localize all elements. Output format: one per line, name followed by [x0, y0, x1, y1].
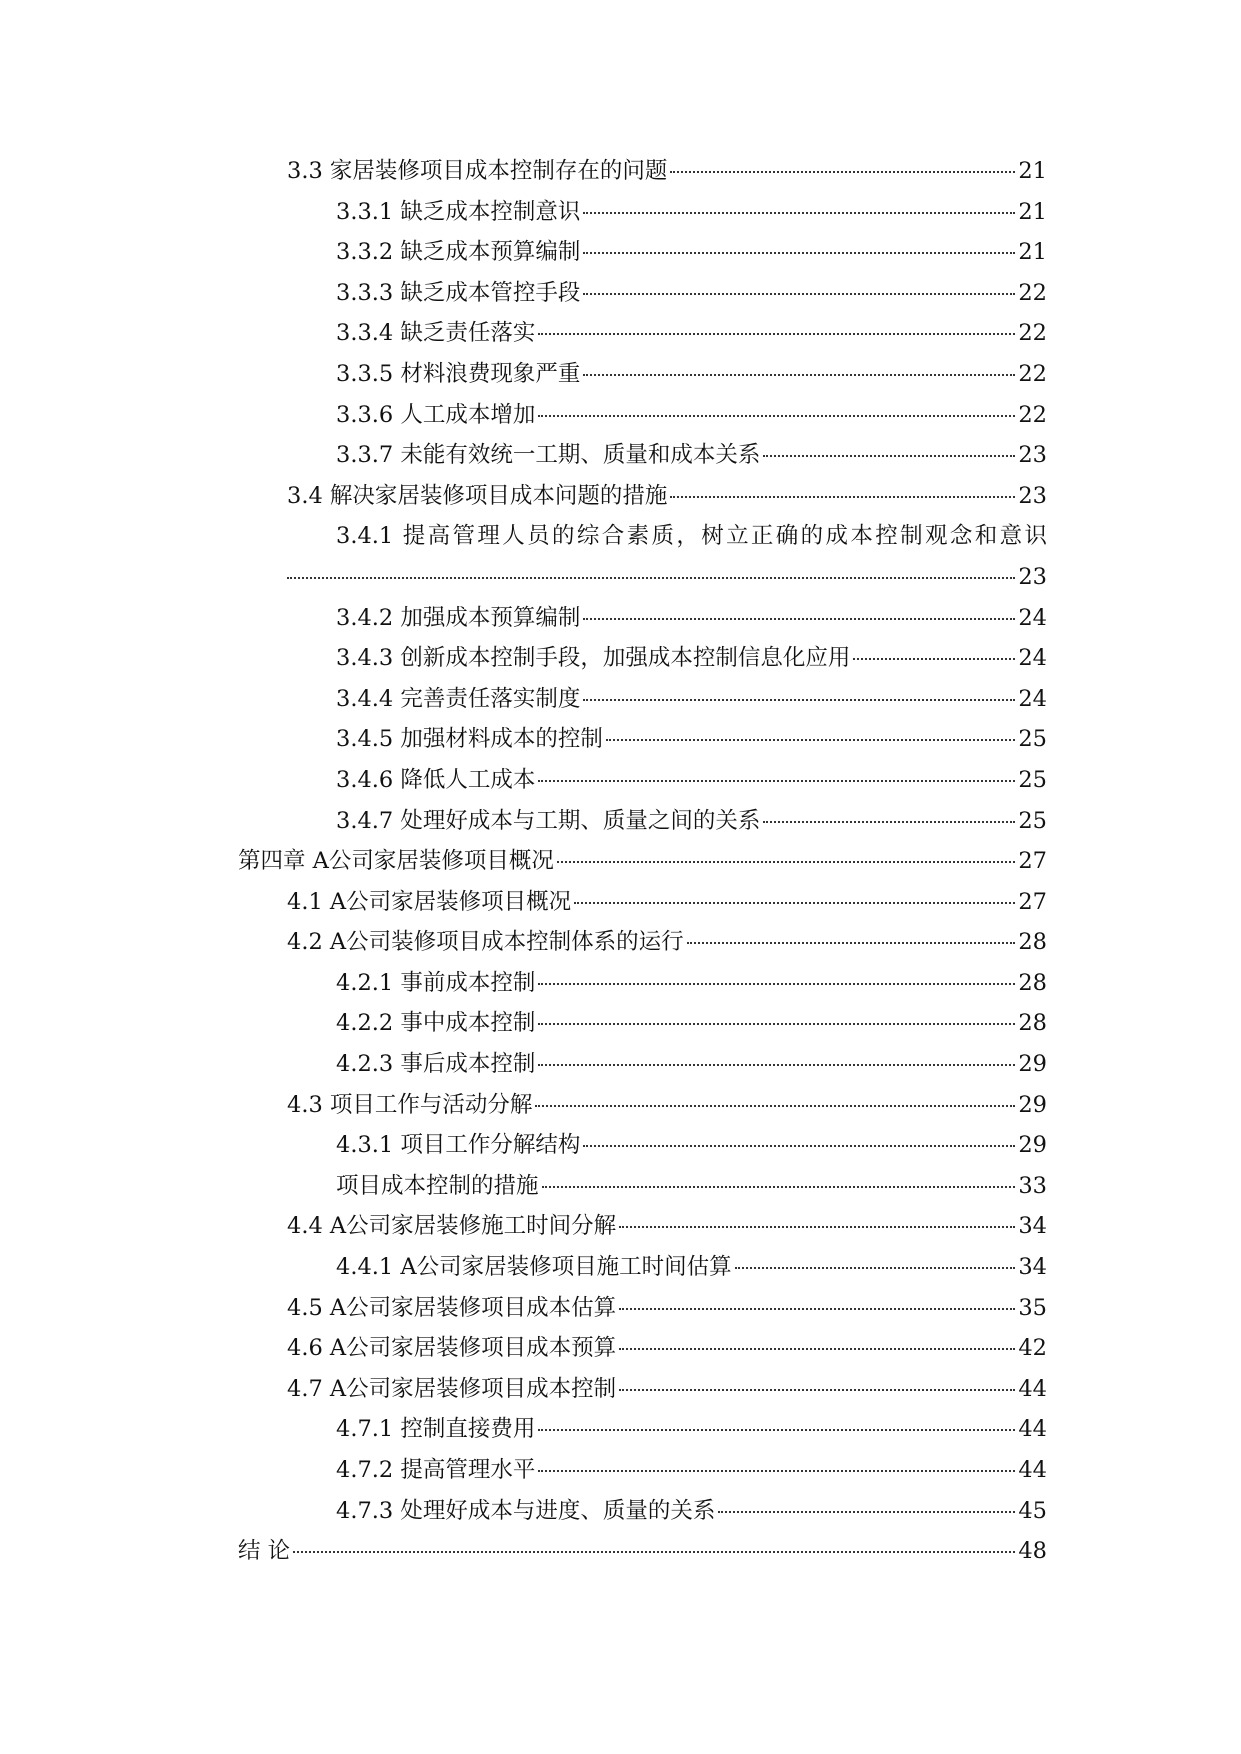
toc-entry-line	[336, 1450, 1047, 1491]
toc-entry-line	[287, 1369, 1047, 1410]
toc-entry[interactable]	[0, 516, 1241, 597]
toc-entry[interactable]	[0, 1328, 1241, 1369]
toc-entry[interactable]	[0, 395, 1241, 436]
toc-entry-page-number: 44	[1018, 1375, 1047, 1402]
toc-entry-title: 4.1 A公司家居装修项目概况	[287, 888, 572, 915]
toc-entry-title: 3.3.6 人工成本增加	[336, 401, 536, 428]
toc-dot-leader	[670, 171, 1015, 173]
toc-entry-title: 4.6 A公司家居装修项目成本预算	[287, 1335, 617, 1362]
toc-entry-page-number: 23	[1018, 482, 1047, 509]
toc-entry-title: 3.3.1 缺乏成本控制意识	[336, 198, 581, 225]
toc-entry-title: 4.2.3 事后成本控制	[336, 1051, 536, 1078]
toc-entry[interactable]	[0, 1125, 1241, 1166]
toc-entry-page-number: 28	[1018, 929, 1047, 956]
toc-entry-page-number: 25	[1018, 726, 1047, 753]
toc-entry-title: 4.2.1 事前成本控制	[336, 969, 536, 996]
toc-entry[interactable]	[0, 1409, 1241, 1450]
toc-entry-page-number: 23	[1018, 442, 1047, 469]
toc-entry-page-number: 22	[1018, 320, 1047, 347]
toc-entry-title: 3.4.2 加强成本预算编制	[336, 604, 581, 631]
toc-dot-leader	[619, 1226, 1015, 1228]
toc-dot-leader	[853, 658, 1015, 660]
toc-dot-leader	[583, 252, 1015, 254]
toc-entry-title: 3.4 解决家居装修项目成本问题的措施	[287, 482, 668, 509]
toc-entry-line	[287, 1085, 1047, 1126]
toc-entry-page-number: 25	[1018, 766, 1047, 793]
toc-dot-leader	[538, 983, 1015, 985]
toc-entry-page-number: 25	[1018, 807, 1047, 834]
toc-dot-leader	[538, 780, 1015, 782]
toc-entry[interactable]	[0, 1450, 1241, 1491]
toc-entry-title: 第四章 A公司家居装修项目概况	[238, 848, 554, 875]
toc-entry-page-number: 34	[1018, 1254, 1047, 1281]
toc-entry-page-number: 21	[1018, 198, 1047, 225]
toc-entry-page-number: 44	[1018, 1457, 1047, 1483]
toc-entry-page-number: 24	[1018, 685, 1047, 712]
toc-entry-page-number: 42	[1018, 1335, 1047, 1362]
toc-entry-line	[336, 1166, 1047, 1207]
toc-entry[interactable]	[0, 435, 1241, 476]
toc-entry-page-number: 21	[1018, 158, 1047, 184]
toc-entry[interactable]	[0, 232, 1241, 273]
toc-dot-leader	[557, 861, 1015, 863]
toc-entry[interactable]	[0, 313, 1241, 354]
toc-entry[interactable]	[0, 1206, 1241, 1247]
toc-entry-title: 4.4.1 A公司家居装修项目施工时间估算	[336, 1254, 732, 1281]
toc-entry-title: 3.3.5 材料浪费现象严重	[336, 360, 581, 387]
toc-entry[interactable]	[0, 1288, 1241, 1329]
toc-entry-title: 4.2 A公司装修项目成本控制体系的运行	[287, 929, 684, 956]
toc-entry-title: 4.3.1 项目工作分解结构	[336, 1132, 581, 1159]
toc-entry-line	[336, 638, 1047, 679]
toc-entry[interactable]	[0, 1247, 1241, 1288]
toc-entry[interactable]	[0, 638, 1241, 679]
toc-dot-leader	[538, 1023, 1015, 1025]
toc-entry-title: 3.3.3 缺乏成本管控手段	[336, 279, 581, 306]
toc-entry[interactable]	[0, 354, 1241, 395]
toc-entry-line	[336, 801, 1047, 842]
toc-entry-line	[336, 1044, 1047, 1085]
toc-entry-line	[238, 841, 1047, 882]
toc-entry-line	[336, 1125, 1047, 1166]
toc-entry-line	[336, 679, 1047, 720]
toc-dot-leader	[583, 699, 1015, 701]
toc-entry-title: 3.3.2 缺乏成本预算编制	[336, 239, 581, 266]
toc-entry-line	[287, 476, 1047, 517]
toc-entry-page-number: 28	[1018, 1010, 1047, 1037]
toc-entry[interactable]	[0, 1369, 1241, 1410]
toc-entry-line	[287, 882, 1047, 923]
toc-entry[interactable]	[0, 192, 1241, 233]
toc-entry-page-number: 35	[1018, 1294, 1047, 1321]
toc-entry[interactable]	[0, 882, 1241, 923]
toc-entry-line	[336, 395, 1047, 436]
toc-entry-page-number: 29	[1018, 1091, 1047, 1118]
toc-dot-leader	[538, 415, 1015, 417]
toc-entry-title: 3.4.7 处理好成本与工期、质量之间的关系	[336, 807, 761, 834]
toc-entry-title: 3.3 家居装修项目成本控制存在的问题	[287, 158, 668, 184]
toc-entry[interactable]	[0, 801, 1241, 842]
toc-entry-page-number: 24	[1018, 645, 1047, 672]
toc-entry-title: 4.7.3 处理好成本与进度、质量的关系	[336, 1497, 716, 1524]
toc-dot-leader	[583, 1145, 1015, 1147]
toc-entry-title: 项目成本控制的措施	[336, 1172, 539, 1199]
toc-entry-line	[287, 557, 1047, 598]
toc-entry-line	[287, 1288, 1047, 1329]
toc-entry-title: 3.4.6 降低人工成本	[336, 766, 536, 793]
toc-dot-leader	[619, 1308, 1015, 1310]
toc-entry-line	[336, 435, 1047, 476]
toc-entry[interactable]	[0, 679, 1241, 720]
toc-entry-page-number: 29	[1018, 1051, 1047, 1078]
toc-entry-title: 4.7 A公司家居装修项目成本控制	[287, 1375, 617, 1402]
toc-entry-page-number: 28	[1018, 969, 1047, 996]
toc-entry[interactable]	[0, 273, 1241, 314]
toc-entry[interactable]	[0, 1166, 1241, 1207]
toc-dot-leader	[718, 1511, 1015, 1513]
toc-dot-leader	[583, 374, 1015, 376]
toc-entry-line	[336, 719, 1047, 760]
toc-entry-title: 3.4.4 完善责任落实制度	[336, 685, 581, 712]
toc-entry-page-number: 34	[1018, 1213, 1047, 1240]
toc-entry-page-number: 33	[1018, 1172, 1047, 1199]
toc-dot-leader	[538, 1470, 1015, 1472]
toc-entry-page-number: 44	[1018, 1416, 1047, 1443]
toc-entry-title: 4.5 A公司家居装修项目成本估算	[287, 1294, 617, 1321]
toc-entry[interactable]	[0, 1491, 1241, 1532]
toc-dot-leader	[583, 618, 1015, 620]
toc-entry-line	[336, 273, 1047, 314]
toc-entry-page-number: 27	[1018, 888, 1047, 915]
toc-entry-page-number: 27	[1018, 848, 1047, 875]
toc-entry-title: 4.7.2 提高管理水平	[336, 1457, 536, 1483]
toc-entry-line	[336, 1491, 1047, 1532]
toc-dot-leader	[619, 1348, 1015, 1350]
toc-entry-line	[238, 1531, 1047, 1572]
toc-dot-leader	[538, 333, 1015, 335]
toc-entry-title: 4.4 A公司家居装修施工时间分解	[287, 1213, 617, 1240]
toc-entry-title: 3.4.1 提高管理人员的综合素质，树立正确的成本控制观念和意识	[336, 523, 1047, 550]
toc-entry[interactable]	[0, 151, 1241, 192]
toc-entry-line	[336, 1409, 1047, 1450]
toc-entry-page-number: 45	[1018, 1497, 1047, 1524]
toc-entry-title: 3.3.7 未能有效统一工期、质量和成本关系	[336, 442, 761, 469]
toc-entry-page-number: 24	[1018, 604, 1047, 631]
toc-entry-line	[336, 1003, 1047, 1044]
toc-dot-leader	[670, 496, 1015, 498]
toc-entry[interactable]	[0, 719, 1241, 760]
toc-entry-title: 3.4.5 加强材料成本的控制	[336, 726, 603, 753]
toc-entry-title: 4.7.1 控制直接费用	[336, 1416, 536, 1443]
toc-entry[interactable]	[0, 1003, 1241, 1044]
toc-entry-page-number: 22	[1018, 279, 1047, 306]
toc-entry[interactable]	[0, 963, 1241, 1004]
toc-entry-line	[336, 192, 1047, 233]
toc-dot-leader	[619, 1389, 1015, 1391]
toc-entry[interactable]	[0, 841, 1241, 882]
toc-entry-line	[287, 922, 1047, 963]
toc-dot-leader	[538, 1429, 1015, 1431]
toc-dot-leader	[583, 293, 1015, 295]
toc-entry-line	[336, 963, 1047, 1004]
toc-entry-line	[287, 1328, 1047, 1369]
toc-entry-page-number: 23	[1018, 563, 1047, 590]
toc-entry[interactable]	[0, 598, 1241, 639]
toc-entry[interactable]	[0, 1085, 1241, 1126]
toc-entry-page-number: 21	[1018, 239, 1047, 266]
toc-entry-page-number: 22	[1018, 360, 1047, 387]
toc-dot-leader	[574, 902, 1015, 904]
toc-dot-leader	[583, 212, 1015, 214]
toc-entry-title: 4.3 项目工作与活动分解	[287, 1091, 533, 1118]
toc-entry-page-number: 22	[1018, 401, 1047, 428]
toc-entry-line	[336, 354, 1047, 395]
toc-entry-title: 3.3.4 缺乏责任落实	[336, 320, 536, 347]
toc-entry-line	[336, 1247, 1047, 1288]
toc-dot-leader	[542, 1186, 1016, 1188]
toc-entry-line	[336, 232, 1047, 273]
toc-entry[interactable]	[0, 760, 1241, 801]
toc-dot-leader	[763, 821, 1015, 823]
toc-entry-line	[336, 313, 1047, 354]
toc-entry[interactable]	[0, 922, 1241, 963]
toc-dot-leader	[606, 739, 1015, 741]
toc-dot-leader	[687, 942, 1016, 944]
toc-dot-leader	[763, 455, 1015, 457]
toc-entry-title: 4.2.2 事中成本控制	[336, 1010, 536, 1037]
toc-dot-leader	[735, 1267, 1016, 1269]
toc-dot-leader	[287, 577, 1015, 579]
toc-entry-line	[287, 1206, 1047, 1247]
toc-entry-line	[287, 151, 1047, 192]
table-of-contents	[0, 151, 1241, 1572]
toc-entry-page-number: 29	[1018, 1132, 1047, 1159]
toc-dot-leader	[293, 1551, 1015, 1553]
toc-entry[interactable]	[0, 476, 1241, 517]
toc-entry-line	[336, 598, 1047, 639]
toc-entry[interactable]	[0, 1044, 1241, 1085]
toc-entry-title: 3.4.3 创新成本控制手段，加强成本控制信息化应用	[336, 645, 851, 672]
toc-entry-page-number: 48	[1018, 1538, 1047, 1565]
toc-dot-leader	[538, 1064, 1015, 1066]
toc-dot-leader	[535, 1105, 1015, 1107]
toc-entry-line	[336, 760, 1047, 801]
toc-entry-title: 结 论	[238, 1538, 291, 1565]
toc-entry[interactable]	[0, 1531, 1241, 1572]
